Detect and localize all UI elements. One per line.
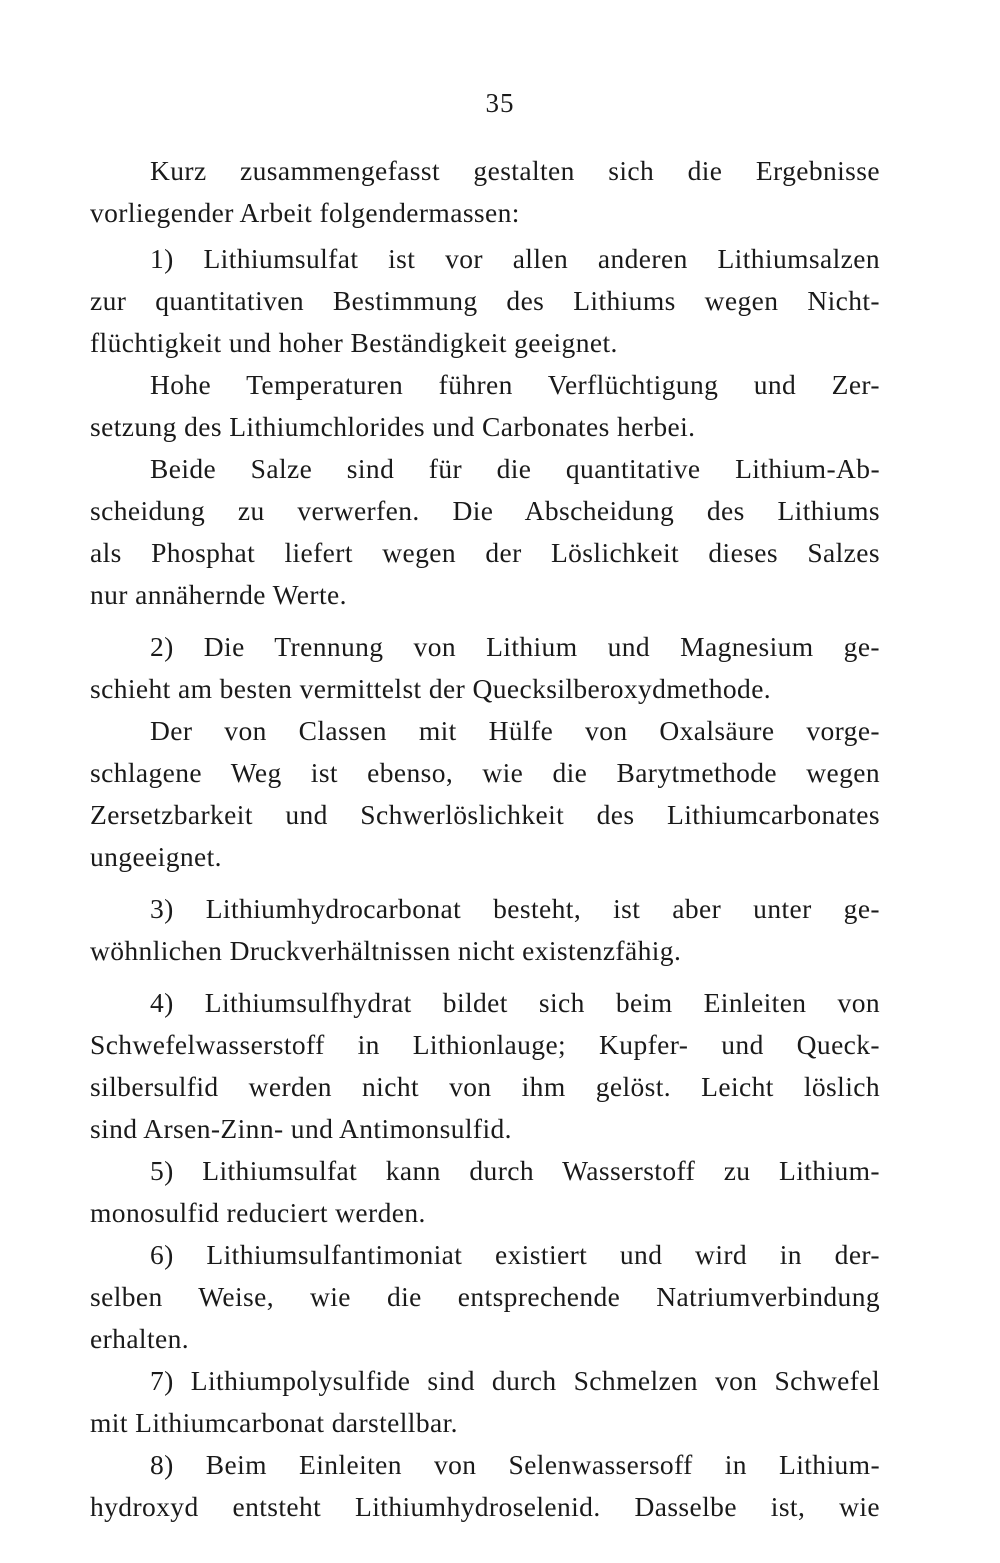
text-line: Beide Salze sind für die quantitative Lithium-Ab- bbox=[150, 453, 880, 484]
text-line: ungeeignet. bbox=[90, 841, 222, 872]
text-line: Der von Classen mit Hülfe von Oxalsäure vorge- bbox=[150, 715, 880, 746]
text-line: flüchtigkeit und hoher Beständigkeit geeignet. bbox=[90, 327, 618, 358]
paragraph-intro bbox=[90, 150, 880, 234]
paragraph-point-6 bbox=[90, 1234, 880, 1360]
text-line: 7) Lithiumpolysulfide sind durch Schmelzen von Schwefel bbox=[150, 1365, 880, 1396]
text-line: Hohe Temperaturen führen Verflüchtigung und Zer- bbox=[150, 369, 880, 400]
text-line: erhalten. bbox=[90, 1323, 190, 1354]
text-line: 3) Lithiumhydrocarbonat besteht, ist aber unter ge- bbox=[150, 893, 880, 924]
text-line: selben Weise, wie die entsprechende Natriumverbindung bbox=[90, 1281, 880, 1312]
text-line: monosulfid reduciert werden. bbox=[90, 1197, 426, 1228]
text-line: 4) Lithiumsulfhydrat bildet sich beim Einleiten von bbox=[150, 987, 880, 1018]
paragraph-point-1 bbox=[90, 238, 880, 364]
text-line: als Phosphat liefert wegen der Löslichkeit dieses Salzes bbox=[90, 537, 880, 568]
paragraph-point-1c bbox=[90, 448, 880, 616]
text-line: scheidung zu verwerfen. Die Abscheidung des Lithiums bbox=[90, 495, 880, 526]
text-line: 8) Beim Einleiten von Selenwassersoff in Lithium- bbox=[150, 1449, 880, 1480]
paragraph-point-8 bbox=[90, 1444, 880, 1528]
text-line: 6) Lithiumsulfantimoniat existiert und wird in der- bbox=[150, 1239, 880, 1270]
text-line: sind Arsen-Zinn- und Antimonsulfid. bbox=[90, 1113, 512, 1144]
text-line: hydroxyd entsteht Lithiumhydroselenid. Dasselbe ist, wie bbox=[90, 1491, 880, 1522]
paragraph-point-7 bbox=[90, 1360, 880, 1444]
text-line: vorliegender Arbeit folgendermassen: bbox=[90, 197, 520, 228]
text-line: mit Lithiumcarbonat darstellbar. bbox=[90, 1407, 458, 1438]
text-line: zur quantitativen Bestimmung des Lithiums wegen Nicht- bbox=[90, 285, 880, 316]
text-line: 2) Die Trennung von Lithium und Magnesium ge- bbox=[150, 631, 880, 662]
text-line: Kurz zusammengefasst gestalten sich die Ergebnisse bbox=[150, 155, 880, 186]
page-number: 35 bbox=[485, 88, 515, 118]
text-line: setzung des Lithiumchlorides und Carbonates herbei. bbox=[90, 411, 696, 442]
text-line: Zersetzbarkeit und Schwerlöslichkeit des Lithiumcarbonates bbox=[90, 799, 880, 830]
text-line: silbersulfid werden nicht von ihm gelöst. Leicht löslich bbox=[90, 1071, 880, 1102]
paragraph-point-4 bbox=[90, 982, 880, 1150]
text-line: nur annähernde Werte. bbox=[90, 579, 347, 610]
text-line: 5) Lithiumsulfat kann durch Wasserstoff zu Lithium- bbox=[150, 1155, 880, 1186]
paragraph-point-1b bbox=[90, 364, 880, 448]
text-line: Schwefelwasserstoff in Lithionlauge; Kupfer- und Queck- bbox=[90, 1029, 880, 1060]
text-line: wöhnlichen Druckverhältnissen nicht existenzfähig. bbox=[90, 935, 682, 966]
text-line: schlagene Weg ist ebenso, wie die Barytmethode wegen bbox=[90, 757, 880, 788]
paragraph-point-3 bbox=[90, 888, 880, 972]
paragraph-point-5 bbox=[90, 1150, 880, 1234]
body-text bbox=[90, 150, 880, 1528]
paragraph-point-2b bbox=[90, 710, 880, 878]
paragraph-point-2 bbox=[90, 626, 880, 710]
text-line: 1) Lithiumsulfat ist vor allen anderen Lithiumsalzen bbox=[150, 243, 880, 274]
text-line: schieht am besten vermittelst der Quecksilberoxydmethode. bbox=[90, 673, 772, 704]
